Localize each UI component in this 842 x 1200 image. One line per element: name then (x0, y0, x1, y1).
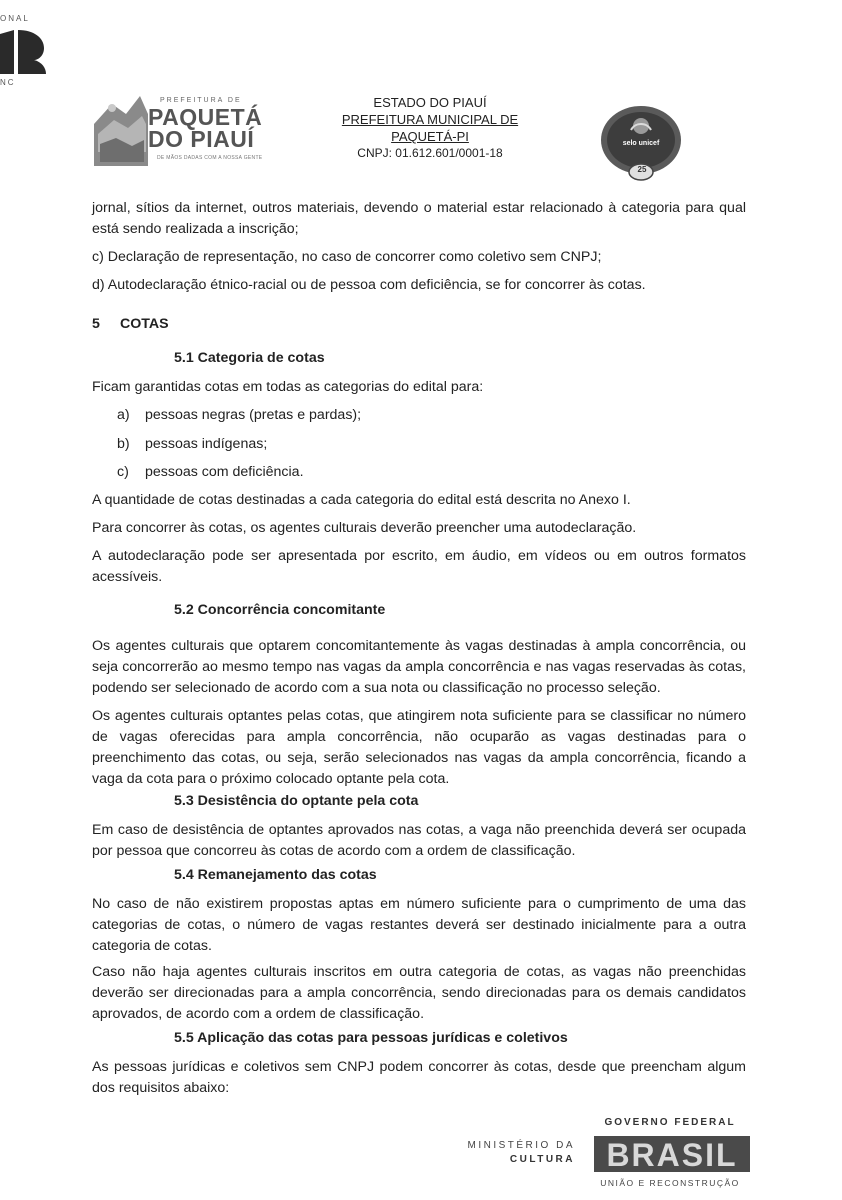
seal-label: selo unicef (622, 140, 660, 147)
prefeitura-name: PREFEITURA MUNICIPAL DE (341, 112, 519, 127)
logo-title-line1: PAQUETÁ (148, 104, 263, 130)
logo-slogan: DE MÃOS DADAS COM A NOSSA GENTE (157, 155, 263, 161)
prefeitura-logo-icon (92, 94, 150, 168)
gov-subtitle: UNIÃO E RECONSTRUÇÃO (600, 1178, 740, 1188)
city-name: PAQUETÁ-PI (391, 129, 469, 144)
subsection-5-2-heading: 5.2 Concorrência concomitante (174, 602, 386, 618)
logo-title-line2: DO PIAUÍ (148, 126, 255, 152)
paragraph-5-3: Em caso de desistência de optantes aprovados nas cotas, a vaga não preenchida deverá ser ocupada por pessoa que concorreu às cotas de acordo com a ordem de classificação. (92, 822, 746, 859)
letterhead (300, 94, 560, 162)
list-item (117, 462, 304, 483)
paragraph-5-1-intro: Ficam garantidas cotas em todas as categorias do edital para: (92, 379, 484, 395)
paragraph-5-2-a: Os agentes culturais que optarem concomitantemente às vagas destinadas à ampla concorrência, ou seja concorrerão ao mesmo tempo nas vagas da ampla concorrência e nas vagas reservadas às cotas, podendo ser selecionado de acordo com a sua nota ou classificação no processo seleção. (92, 638, 746, 696)
gov-brasil-logo (592, 1132, 752, 1176)
paragraph-5-2-b: Os agentes culturais optantes pelas cotas, que atingirem nota suficiente para se classificar no número de vagas oferecidas para ampla concorrência, não ocuparão as vagas destinadas para o preenchimento das cotas, ou seja, serão selecionados nas vagas da ampla concorrência, ficando a vaga da cota para o próximo colocado optante pela cota. (92, 708, 746, 787)
paragraph-item-c: c) Declaração de representação, no caso de concorrer como coletivo sem CNPJ; (92, 249, 602, 265)
seal-year: 25 (637, 165, 647, 174)
list-item-label: c) (117, 464, 129, 480)
list-item-label: b) (117, 436, 130, 452)
subsection-5-5-heading: 5.5 Aplicação das cotas para pessoas jurídicas e coletivos (174, 1030, 568, 1046)
list-item (117, 434, 267, 455)
paragraph-5-4-a: No caso de não existirem propostas aptas em número suficiente para o cumprimento de uma das categorias de cotas, o número de vagas restantes deverá ser destinado inicialmente para a outra categoria de cotas. (92, 896, 746, 954)
list-item (117, 405, 361, 426)
list-item-label: a) (117, 407, 130, 423)
paragraph-quota-quantity: A quantidade de cotas destinadas a cada categoria do edital está descrita no Anexo I. (92, 492, 631, 508)
state-name: ESTADO DO PIAUÍ (373, 95, 487, 110)
corner-stamp-text-2: NC (0, 78, 16, 87)
section-number: 5 (92, 316, 100, 332)
subsection-5-4-heading: 5.4 Remanejamento das cotas (174, 867, 377, 883)
list-item-text: pessoas indígenas; (145, 436, 268, 452)
paragraph-selfdeclaration-formats: A autodeclaração pode ser apresentada por escrito, em áudio, em vídeos ou em outros formatos acessíveis. (92, 548, 746, 585)
section-5-heading (92, 316, 169, 332)
ministry-line1: MINISTÉRIO DA (467, 1140, 575, 1151)
list-item-text: pessoas com deficiência. (145, 464, 304, 480)
gov-brand-text: BRASIL (606, 1137, 738, 1173)
logo-small-text: PREFEITURA DE (160, 97, 242, 104)
cnpj: CNPJ: 01.612.601/0001-18 (357, 146, 503, 160)
ministry-line2: CULTURA (509, 1154, 575, 1165)
gov-title: GOVERNO FEDERAL (604, 1117, 736, 1128)
paragraph-5-4-b: Caso não haja agentes culturais inscritos em outra categoria de cotas, as vagas não preenchidas deverão ser direcionadas para a ampla concorrência, sendo direcionadas para os demais candidatos aprovados, de acordo com a ordem de classificação. (92, 964, 746, 1022)
corner-stamp-icon (0, 30, 48, 76)
list-item-text: pessoas negras (pretas e pardas); (145, 407, 362, 423)
paragraph-requirements-tail: jornal, sítios da internet, outros materiais, devendo o material estar relacionado à categoria para qual está sendo realizada a inscrição; (92, 200, 746, 237)
subsection-5-1-heading: 5.1 Categoria de cotas (174, 350, 325, 366)
paragraph-5-5: As pessoas jurídicas e coletivos sem CNPJ podem concorrer às cotas, desde que preencham algum dos requisitos abaixo: (92, 1059, 746, 1096)
subsection-5-3-heading: 5.3 Desistência do optante pela cota (174, 793, 419, 809)
corner-stamp-text: ONAL (0, 14, 30, 23)
paragraph-quota-selfdeclaration: Para concorrer às cotas, os agentes culturais deverão preencher uma autodeclaração. (92, 520, 637, 536)
section-title: COTAS (120, 316, 169, 332)
paragraph-item-d: d) Autodeclaração étnico-racial ou de pessoa com deficiência, se for concorrer às cotas. (92, 277, 646, 293)
